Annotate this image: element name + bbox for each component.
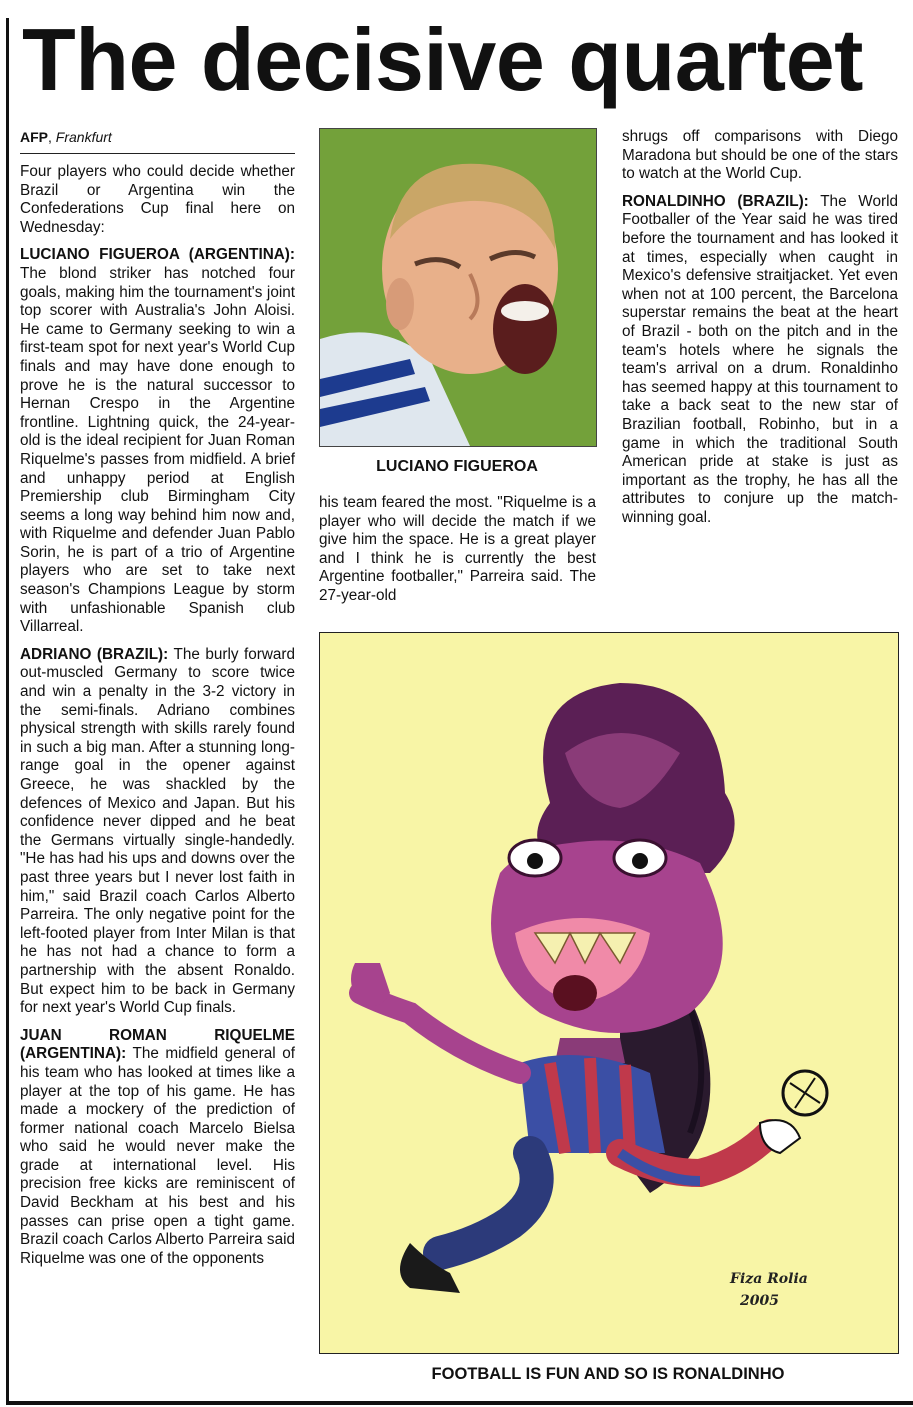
figueroa-photo-illustration xyxy=(320,129,596,446)
left-column-rule xyxy=(6,18,9,1403)
riquelme-continued: his team feared the most. "Riquelme is a player who will decide the match if we give him the space. He is a great player and I think he is currently the best Argentine footballer," Parreira said. The 27-year-old xyxy=(319,494,596,604)
cartoon-signature-year: 2005 xyxy=(740,1293,779,1309)
player-body: The World Footballer of the Year said he was tired before the tournament and has looked it at times, especially when caught in Mexico's defensive straitjacket. Yet even when not at 100 percent, the Barcelona superstar remains the beat at the heart of Brazil - both on the pitch and in the team's hotels where he signals the team's arrival on a drum. Ronaldinho has seemed happy at this tournament to take a back seat to the new star of Brazilian football, Robinho, but in a game in which the traditional South American pride at stake is just as important as the trophy, he has all the attributes to conjure up the match-winning goal. xyxy=(622,192,898,526)
dateline-agency: AFP xyxy=(20,129,48,145)
player-paragraph-riquelme xyxy=(20,1027,295,1269)
player-body: The midfield general of his team who has looked at times like a player at the top of his game. He has made a mockery of the prediction of former national coach Marcelo Bielsa who said he would never make the grade at international level. His precision free kicks are reminiscent of David Beckham at his best and his passes can prise open a tight game. Brazil coach Carlos Alberto Parreira said Riquelme was one of the opponents xyxy=(20,1045,295,1267)
cartoon-signature-name: Fiza Rolia xyxy=(730,1271,808,1287)
figueroa-photo xyxy=(319,128,597,447)
player-lead: ADRIANO (BRAZIL): xyxy=(20,645,169,663)
cartoon-caption: FOOTBALL IS FUN AND SO IS RONALDINHO xyxy=(431,1365,785,1383)
dateline: AFP, Frankfurt xyxy=(20,128,295,154)
column-3 xyxy=(622,128,898,536)
photo-caption: LUCIANO FIGUEROA xyxy=(376,458,538,475)
player-lead: JUAN ROMAN RIQUELME (ARGENTINA): xyxy=(20,1026,295,1063)
player-body: The burly forward out-muscled Germany to score twice and win a penalty in the 3-2 victory in the semi-finals. Adriano combines physical strength with skills rarely found in such a big man. After a stunning long-range goal in the opener against Greece, he was shackled by the defences of Mexico and Japan. But his confidence never dipped and he beat the Germans virtually single-handedly. "He has had his ups and downs over the past three years but I never lost faith in him," said Brazil coach Carlos Alberto Parreira. The only negative point for the left-footed player from Inter Milan is that he has not had a chance to form a partnership with the absent Ronaldo. But expect him to be back in Germany for next year's World Cup finals. xyxy=(20,645,295,1017)
ronaldinho-caricature xyxy=(320,633,898,1353)
bottom-rule xyxy=(6,1401,913,1405)
player-paragraph-ronaldinho xyxy=(622,193,898,528)
riquelme-end: shrugs off comparisons with Diego Maradona but should be one of the stars to watch at the World Cup. xyxy=(622,128,898,183)
ronaldinho-cartoon xyxy=(319,632,899,1354)
intro-paragraph: Four players who could decide whether Brazil or Argentina win the Confederations Cup final here on Wednesday: xyxy=(20,163,295,236)
dateline-city: Frankfurt xyxy=(55,129,112,145)
player-paragraph-adriano xyxy=(20,646,295,1018)
headline: The decisive quartet xyxy=(22,10,863,109)
column-2 xyxy=(319,494,596,615)
player-lead: RONALDINHO (BRAZIL): xyxy=(622,192,809,210)
player-lead: LUCIANO FIGUEROA (ARGENTINA): xyxy=(20,246,295,264)
player-paragraph-figueroa xyxy=(20,246,295,636)
player-body: The blond striker has notched four goals, making him the tournament's joint top scorer with Australia's John Aloisi. He came to Germany seeking to win a first-team spot for next year's World Cup finals and may have done enough to prove he is the natural successor to Hernan Crespo in the Argentine frontline. Lightning quick, the 24-year-old is the ideal recipient for Juan Roman Riquelme's passes from midfield. A brief and unhappy period at English Premiership club Birmingham City seems a long way behind him now and, with Riquelme and defender Juan Pablo Sorin, he is part of a trio of Argentine players who are set to take next season's Champions League by storm with unfashionable Spanish club Villarreal. xyxy=(20,264,295,636)
column-1 xyxy=(20,128,295,1268)
